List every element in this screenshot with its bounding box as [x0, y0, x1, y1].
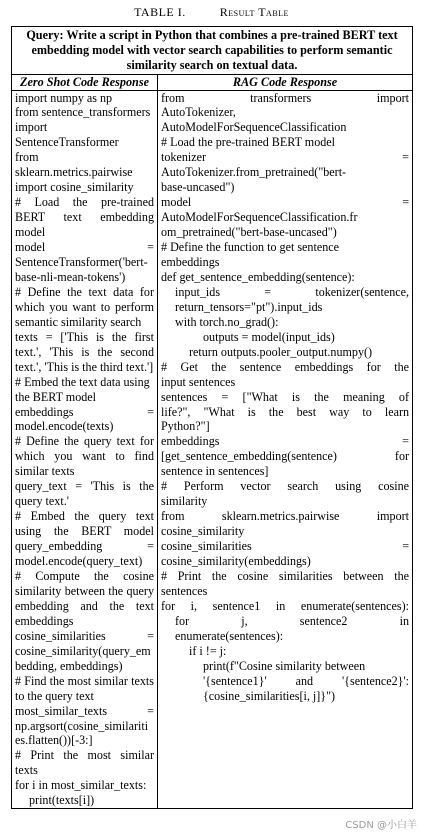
zero-shot-code-line: BERT text embedding [15, 210, 154, 225]
rag-code-line: # Print the cosine similarities between the [161, 569, 410, 583]
zero-shot-code-line: most_similar_texts = [15, 703, 154, 718]
zero-shot-code-line: # Print the most similar texts [15, 748, 154, 778]
rag-code-line: {cosine_similarities[i, j]}") [203, 688, 336, 703]
zero-shot-code-line: from sentence_transformers [15, 105, 151, 120]
rag-code-line: # Load the pre-trained BERT model [161, 135, 336, 150]
rag-code-line: life?", "What is the best way to learn [161, 404, 410, 419]
rag-code-line: tokenizer = [161, 150, 410, 165]
rag-code-line: input sentences [161, 374, 236, 389]
zero-shot-code-line: similarity between the query [15, 583, 154, 598]
rag-code-line: similarity [161, 494, 208, 509]
rag-code-line: # Get the sentence embeddings for the [161, 359, 410, 374]
zero-shot-code-line: print(texts[i]) [29, 793, 95, 808]
rag-code-line: base-uncased") [161, 180, 235, 195]
zero-shot-code-line: np.argsort(cosine_similariti [15, 718, 149, 733]
rag-code-line: AutoTokenizer, [161, 105, 236, 120]
rag-code-line: from sklearn.metrics.pairwise import [161, 509, 410, 524]
zero-shot-code-cell [12, 90, 158, 809]
result-table [11, 26, 413, 809]
zero-shot-code-line: which you want to find [15, 449, 154, 464]
zero-shot-code-line: es.flatten())[-3:] [15, 733, 93, 748]
rag-code-line: with torch.no_grad(): [175, 314, 279, 329]
rag-code-line: cosine_similarities = [161, 539, 410, 554]
zero-shot-code-line: to the query text [15, 688, 94, 703]
table-title: Result Table [219, 5, 289, 19]
zero-shot-code-line: import [15, 120, 48, 135]
zero-shot-code-line: # Define the text data for [15, 284, 154, 299]
rag-code-line: for j, sentence2 in [175, 613, 410, 628]
rag-code-line: # Define the function to get sentence [161, 240, 339, 255]
rag-code-line: Python?"] [161, 419, 210, 434]
rag-code-line: cosine_similarity [161, 524, 245, 539]
table-caption [0, 5, 423, 20]
rag-code-line: sentences = ["What is the meaning of [161, 389, 410, 404]
rag-code-line: if i != j: [189, 643, 227, 658]
rag-code-line: AutoModelForSequenceClassification [161, 120, 347, 135]
rag-code-line: return outputs.pooler_output.numpy() [189, 344, 373, 359]
zero-shot-code-line: using the BERT model [15, 524, 154, 539]
zero-shot-code-line: base-nli-mean-tokens') [15, 269, 126, 284]
zero-shot-code-line: cosine_similarity(query_em [15, 643, 151, 658]
zero-shot-code-line: which you want to perform [15, 299, 154, 314]
zero-shot-code-line: for i in most_similar_texts: [15, 778, 147, 793]
rag-code-line: model = [161, 195, 410, 210]
zero-shot-code-line: embeddings = [15, 404, 154, 419]
zero-shot-code-line: import cosine_similarity [15, 180, 134, 195]
zero-shot-code-line: the BERT model [15, 389, 97, 404]
rag-code-line: embeddings [161, 254, 220, 269]
zero-shot-code-line: SentenceTransformer [15, 135, 119, 150]
rag-code-line: sentence in sentences] [161, 464, 269, 479]
rag-code-line: def get_sentence_embedding(sentence): [161, 269, 355, 284]
rag-code-line: input_ids = tokenizer(sentence, [175, 284, 410, 299]
rag-code-line: enumerate(sentences): [175, 628, 284, 643]
rag-code-line: # Perform vector search using cosine [161, 479, 410, 494]
zero-shot-header: Zero Shot Code Response [12, 75, 158, 91]
zero-shot-code-line: model [15, 225, 46, 240]
zero-shot-code-line: cosine_similarities = [15, 628, 154, 643]
rag-code-line: from transformers import [161, 90, 410, 105]
rag-code-cell [158, 90, 413, 809]
zero-shot-code-line: model.encode(query_text) [15, 554, 143, 569]
zero-shot-code-line: # Compute the cosine [15, 569, 154, 583]
rag-code-line: cosine_similarity(embeddings) [161, 554, 311, 569]
query-cell: Query: Write a script in Python that combines a pre-trained BERT text embedding model with vector search capabilities to perform semantic similarity search on textual data. [12, 27, 413, 75]
zero-shot-code-line: # Find the most similar texts [15, 673, 154, 688]
zero-shot-code-line: # Load the pre-trained [15, 195, 154, 210]
rag-code-line: om_pretrained("bert-base-uncased") [161, 225, 337, 240]
rag-code-line: return_tensors="pt").input_ids [175, 299, 323, 314]
zero-shot-code-line: sklearn.metrics.pairwise [15, 165, 133, 180]
rag-code-line: AutoTokenizer.from_pretrained("bert- [161, 165, 347, 180]
rag-code-line: sentences [161, 583, 208, 598]
zero-shot-code-line: embedding and the text [15, 598, 154, 613]
watermark: CSDN @小白羊 [345, 820, 417, 831]
rag-code-line: AutoModelForSequenceClassification.fr [161, 210, 358, 225]
zero-shot-code-line: import numpy as np [15, 90, 113, 105]
rag-code-line: embeddings = [161, 434, 410, 449]
zero-shot-code-line: bedding, embeddings) [15, 658, 123, 673]
zero-shot-code-line: similar texts [15, 464, 75, 479]
rag-code-line: [get_sentence_embedding(sentence) for [161, 449, 410, 464]
zero-shot-code-line: query text.' [15, 494, 69, 509]
zero-shot-code-line: SentenceTransformer('bert- [15, 254, 148, 269]
zero-shot-code-line: # Define the query text for [15, 434, 154, 449]
zero-shot-code-line: text.', 'This is the second [15, 344, 154, 359]
zero-shot-code-line: texts = ['This is the first [15, 329, 154, 344]
zero-shot-code-line: query_embedding = [15, 539, 154, 554]
zero-shot-code-line: model.encode(texts) [15, 419, 114, 434]
zero-shot-code-line: semantic similarity search [15, 314, 142, 329]
zero-shot-code-line: embeddings [15, 613, 74, 628]
zero-shot-code-line: # Embed the query text [15, 509, 154, 524]
zero-shot-code-line: model = [15, 240, 154, 255]
rag-code-line: outputs = model(input_ids) [203, 329, 335, 344]
zero-shot-code-line: query_text = 'This is the [15, 479, 154, 494]
zero-shot-code-line: from [15, 150, 39, 165]
rag-header: RAG Code Response [158, 75, 413, 91]
rag-code-line: for i, sentence1 in enumerate(sentences): [161, 598, 410, 613]
rag-code-line: print(f"Cosine similarity between [203, 658, 366, 673]
zero-shot-code-line: text.', 'This is the third text.'] [15, 359, 154, 374]
rag-code-line: '{sentence1}' and '{sentence2}': [203, 673, 410, 688]
table-label: TABLE I. [134, 5, 186, 19]
zero-shot-code-line: # Embed the text data using [15, 374, 150, 389]
